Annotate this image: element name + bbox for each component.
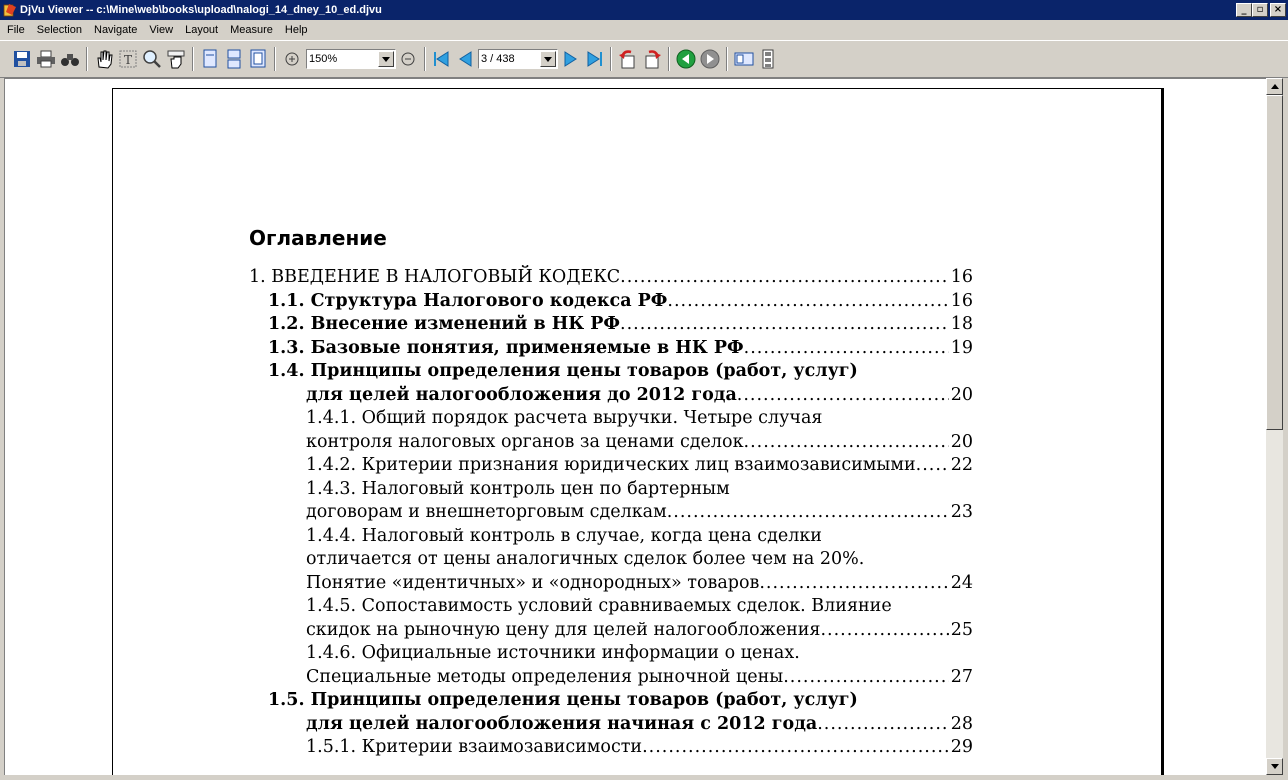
zoom-value: 150% — [309, 53, 338, 65]
toc-entry — [306, 500, 973, 524]
menu-view[interactable]: View — [149, 24, 174, 36]
toc-leader-dots — [620, 265, 949, 289]
toc-entry — [306, 571, 973, 595]
toc-entry-title: 1.4.5. Сопоставимость условий сравниваемых сделок. Влияние — [306, 596, 892, 616]
toc-entry-page: 16 — [950, 290, 973, 311]
toc-entry-page: 29 — [950, 737, 973, 757]
toc-entry-title: 1.4.1. Общий порядок расчета выручки. Четыре случая — [306, 408, 823, 428]
page-value: 3 / 438 — [481, 53, 515, 65]
toc-leader-dots — [737, 383, 949, 407]
toc-entry-title: 1.2. Внесение изменений в НК РФ — [268, 314, 621, 334]
toolbar-separator — [726, 47, 728, 71]
toc-entry-page: 20 — [950, 431, 973, 452]
thumbnails-button[interactable] — [757, 48, 779, 70]
page-select[interactable] — [478, 49, 558, 69]
next-page-button[interactable] — [559, 48, 581, 70]
ruler-tool-button[interactable] — [165, 48, 187, 70]
toc-entry — [306, 524, 822, 548]
toc-entry-title: отличается от цены аналогичных сделок более чем на 20%. — [306, 549, 865, 569]
toc-entry — [306, 430, 973, 454]
menu-bar — [0, 20, 1288, 40]
maximize-button[interactable] — [1252, 3, 1268, 17]
forward-circle-icon — [700, 49, 720, 69]
toc-leader-dots — [744, 336, 949, 360]
rotate-left-icon — [618, 49, 638, 69]
chevron-down-icon — [382, 57, 390, 62]
toc-entry — [306, 406, 822, 430]
toc-entry-title: для целей налогообложения начиная с 2012 года — [306, 713, 818, 734]
toc-entry — [268, 289, 973, 313]
toc-entry — [306, 618, 973, 642]
toc-leader-dots — [817, 712, 949, 736]
toc-entry-title: 1.5. Принципы определения цены товаров (работ, услуг) — [268, 690, 858, 710]
text-select-button[interactable] — [117, 48, 139, 70]
toolbar-separator — [610, 47, 612, 71]
print-button[interactable] — [35, 48, 57, 70]
zoom-in-button[interactable] — [281, 48, 303, 70]
toc-entry-title: 1.4.4. Налоговый контроль в случае, когда цена сделки — [306, 525, 822, 546]
zoom-select[interactable] — [306, 49, 396, 69]
menu-navigate[interactable]: Navigate — [94, 24, 138, 36]
toc-entry — [268, 359, 858, 383]
close-icon: × — [1273, 4, 1283, 15]
toc-entry-title: Специальные методы определения рыночной цены — [306, 666, 784, 687]
toc-leader-dots — [916, 453, 949, 477]
back-circle-icon — [676, 49, 696, 69]
toolbar-separator — [192, 47, 194, 71]
toc-entry-title: контроля налоговых органов за ценами сделок — [306, 431, 744, 452]
toc-entry-page: 19 — [950, 337, 973, 358]
ruler-hand-icon — [166, 49, 186, 69]
toc-entry-title: 1.5.1. Критерии взаимозависимости — [306, 737, 643, 757]
status-strip — [0, 775, 1288, 780]
toc-entry-title: 1.3. Базовые понятия, применяемые в НК РФ — [268, 337, 744, 358]
hand-tool-button[interactable] — [93, 48, 115, 70]
toc-entry-title: 1. ВВЕДЕНИЕ В НАЛОГОВЫЙ КОДЕКС — [249, 267, 621, 287]
toc-entry-page: 18 — [950, 314, 973, 334]
zoom-out-button[interactable] — [397, 48, 419, 70]
toc-entry-page: 16 — [950, 267, 973, 287]
toc-entry-page: 20 — [950, 384, 973, 405]
toolbar-separator — [86, 47, 88, 71]
single-page-button[interactable] — [199, 48, 221, 70]
rotate-right-button[interactable] — [641, 48, 663, 70]
toc-entry-title: Понятие «идентичных» и «однородных» товаров — [306, 572, 760, 593]
toc-entry — [249, 265, 973, 289]
toc-entry — [306, 712, 973, 736]
facing-pages-icon — [249, 49, 267, 69]
djvu-app-icon — [3, 3, 17, 17]
save-icon — [13, 50, 31, 68]
toc-leader-dots — [744, 430, 949, 454]
title-bar — [0, 0, 1288, 20]
toc-leader-dots — [620, 312, 949, 336]
save-button[interactable] — [11, 48, 33, 70]
menu-file[interactable]: File — [7, 24, 25, 36]
menu-layout[interactable]: Layout — [185, 24, 219, 36]
arrow-down-icon — [1271, 764, 1279, 769]
toc-entry-title: 1.4.3. Налоговый контроль цен по бартерным — [306, 478, 730, 499]
continuous-page-icon — [225, 49, 243, 69]
rotate-left-button[interactable] — [617, 48, 639, 70]
toc-leader-dots — [759, 571, 948, 595]
toc-entry-title: 1.4.2. Критерии признания юридических лиц взаимозависимыми — [306, 455, 916, 475]
toolbar-separator — [274, 47, 276, 71]
last-page-icon — [584, 50, 604, 68]
toc-heading: Оглавление — [249, 226, 387, 250]
toc-entry — [268, 688, 858, 712]
page-dropdown-button[interactable] — [540, 51, 556, 67]
window-title: DjVu Viewer -- c:\Mine\web\books\upload\nalogi_14_dney_10_ed.djvu — [20, 4, 382, 16]
toc-entry-title: для целей налогообложения до 2012 года — [306, 384, 737, 405]
vertical-scrollbar[interactable] — [1266, 78, 1283, 775]
zoom-out-icon — [400, 51, 416, 67]
toc-entry-page: 24 — [950, 572, 973, 593]
menu-measure[interactable]: Measure — [230, 24, 273, 36]
last-page-button[interactable] — [583, 48, 605, 70]
toolbar-separator — [424, 47, 426, 71]
toc-entry — [306, 383, 973, 407]
rotate-right-icon — [642, 49, 662, 69]
toc-entry-page: 23 — [950, 502, 973, 522]
zoom-dropdown-button[interactable] — [378, 51, 394, 67]
toc-entry — [268, 312, 973, 336]
toolbar — [0, 40, 1288, 78]
maximize-icon: ▫ — [1256, 4, 1264, 15]
toc-leader-dots — [783, 665, 949, 689]
first-page-button[interactable] — [431, 48, 453, 70]
single-page-icon — [201, 49, 219, 69]
document-page — [112, 88, 1164, 776]
facing-pages-button[interactable] — [247, 48, 269, 70]
toc-entry — [306, 641, 800, 665]
toc-leader-dots — [820, 618, 948, 642]
layers-button[interactable] — [733, 48, 755, 70]
display-mode-icon — [734, 50, 754, 68]
minimize-icon: _ — [1241, 4, 1247, 15]
close-button[interactable] — [1270, 3, 1286, 17]
toc-entry-title: 1.1. Структура Налогового кодекса РФ — [268, 290, 668, 311]
toc-entry — [306, 453, 973, 477]
zoom-tool-button[interactable] — [141, 48, 163, 70]
toc-entry-page: 27 — [950, 666, 973, 687]
menu-help[interactable]: Help — [284, 24, 308, 36]
svg-text:T: T — [124, 53, 133, 67]
toc-entry-title: 1.4. Принципы определения цены товаров (работ, услуг) — [268, 361, 858, 381]
toc-leader-dots — [667, 500, 949, 524]
toc-entry-title: договорам и внешнеторговым сделкам — [306, 502, 667, 522]
film-strip-icon — [761, 49, 775, 69]
zoom-in-icon — [284, 51, 300, 67]
toc-entry-title: скидок на рыночную цену для целей налогообложения — [306, 619, 821, 640]
toc-entry-page: 22 — [950, 455, 973, 475]
scroll-thumb[interactable] — [1266, 95, 1283, 430]
arrow-up-icon — [1271, 84, 1279, 89]
previous-page-button[interactable] — [455, 48, 477, 70]
toc-entry-page: 25 — [950, 619, 973, 640]
printer-icon — [36, 50, 56, 68]
toc-leader-dots — [642, 735, 949, 759]
binoculars-icon — [60, 50, 80, 68]
back-button[interactable] — [675, 48, 697, 70]
next-page-icon — [561, 50, 579, 68]
menu-selection[interactable]: Selection — [36, 24, 82, 36]
document-view[interactable] — [4, 78, 1267, 776]
continuous-page-button[interactable] — [223, 48, 245, 70]
first-page-icon — [432, 50, 452, 68]
magnifier-icon — [142, 49, 162, 69]
toc-entry-title: 1.4.6. Официальные источники информации о ценах. — [306, 643, 800, 663]
scroll-up-button[interactable] — [1266, 78, 1283, 95]
toc-entry — [306, 477, 730, 501]
hand-icon — [94, 49, 114, 69]
toc-entry — [306, 594, 892, 618]
find-button[interactable] — [59, 48, 81, 70]
toc-entry-page: 28 — [950, 713, 973, 734]
text-select-icon — [118, 49, 138, 69]
minimize-button[interactable] — [1236, 3, 1252, 17]
previous-page-icon — [457, 50, 475, 68]
toc-entry — [306, 547, 864, 571]
forward-button[interactable] — [699, 48, 721, 70]
toc-entry — [306, 735, 973, 759]
toc-entry — [306, 665, 973, 689]
toc-leader-dots — [667, 289, 948, 313]
scroll-down-button[interactable] — [1266, 758, 1283, 775]
chevron-down-icon — [544, 57, 552, 62]
toolbar-separator — [668, 47, 670, 71]
toc-entry — [268, 336, 973, 360]
